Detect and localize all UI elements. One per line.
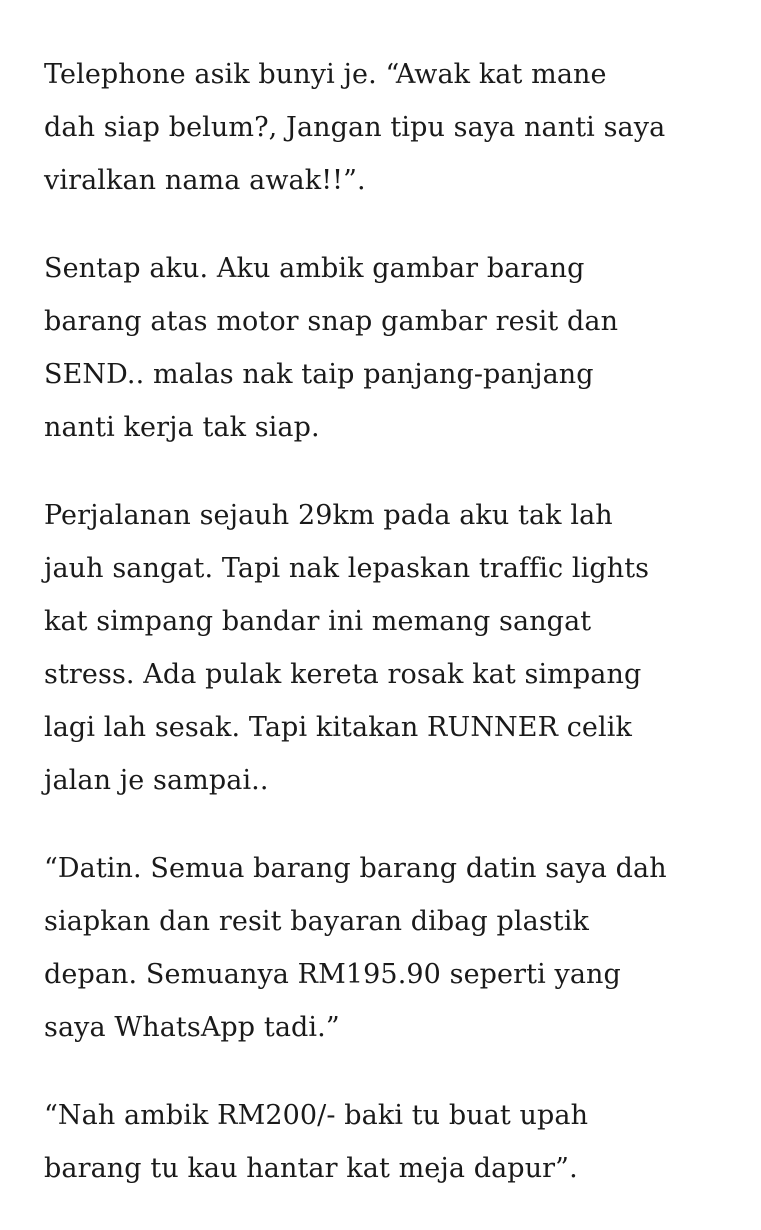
paragraph-line: Sentap aku. Aku ambik gambar barang bbox=[44, 253, 585, 284]
paragraph-line: jalan je sampai.. bbox=[44, 765, 269, 796]
paragraph-line: nanti kerja tak siap. bbox=[44, 412, 320, 443]
article-body bbox=[44, 48, 734, 1230]
paragraph-line: dah siap belum?, Jangan tipu saya nanti saya bbox=[44, 112, 666, 143]
paragraph-line: jauh sangat. Tapi nak lepaskan traffic lights bbox=[44, 553, 650, 584]
paragraph-line: barang tu kau hantar kat meja dapur”. bbox=[44, 1153, 578, 1184]
paragraph-line: lagi lah sesak. Tapi kitakan RUNNER celik bbox=[44, 712, 632, 743]
paragraph-line: kat simpang bandar ini memang sangat bbox=[44, 606, 592, 637]
paragraph-line: siapkan dan resit bayaran dibag plastik bbox=[44, 906, 589, 937]
paragraph-4 bbox=[44, 842, 734, 1054]
paragraph-1 bbox=[44, 48, 734, 207]
paragraph-line: SEND.. malas nak taip panjang-panjang bbox=[44, 359, 594, 390]
paragraph-line: Telephone asik bunyi je. “Awak kat mane bbox=[44, 59, 607, 90]
paragraph-3 bbox=[44, 489, 734, 807]
paragraph-5 bbox=[44, 1089, 734, 1195]
paragraph-line: “Nah ambik RM200/- baki tu buat upah bbox=[44, 1100, 589, 1131]
paragraph-line: saya WhatsApp tadi.” bbox=[44, 1012, 340, 1043]
paragraph-line: Perjalanan sejauh 29km pada aku tak lah bbox=[44, 500, 613, 531]
paragraph-line: barang atas motor snap gambar resit dan bbox=[44, 306, 619, 337]
paragraph-2 bbox=[44, 242, 734, 454]
paragraph-line: “Datin. Semua barang barang datin saya dah bbox=[44, 853, 667, 884]
paragraph-line: depan. Semuanya RM195.90 seperti yang bbox=[44, 959, 621, 990]
paragraph-line: stress. Ada pulak kereta rosak kat simpang bbox=[44, 659, 642, 690]
paragraph-line: viralkan nama awak!!”. bbox=[44, 165, 366, 196]
